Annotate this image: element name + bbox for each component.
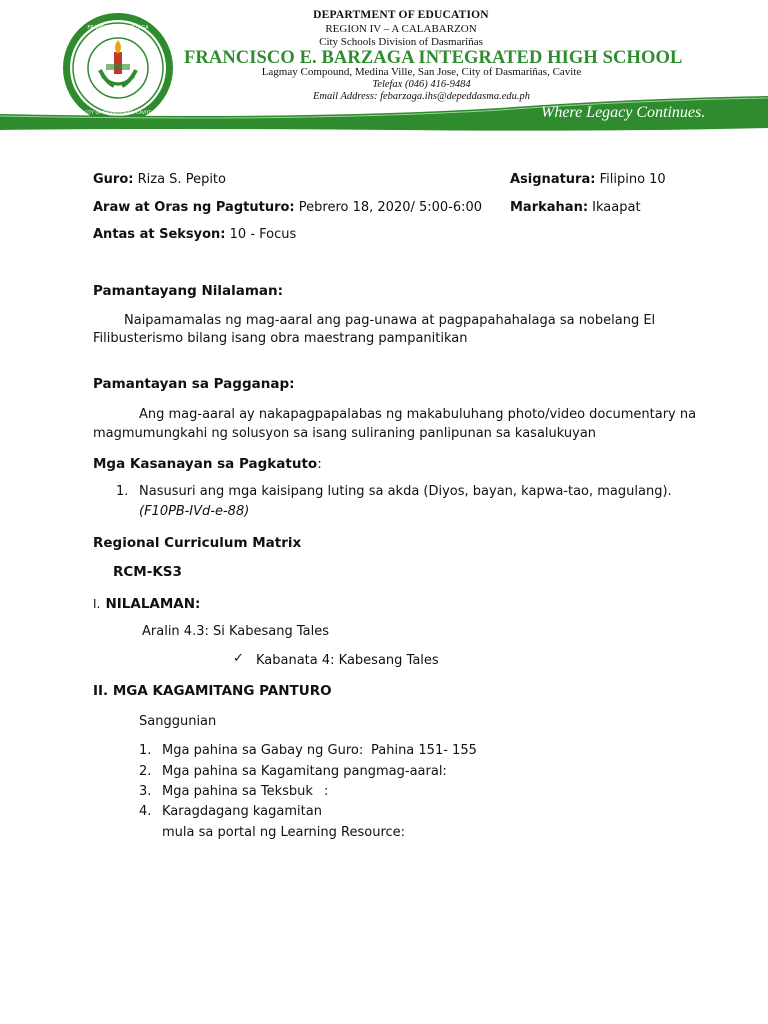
aralin-title: Aralin 4.3: Si Kabesang Tales	[142, 624, 329, 639]
markahan-row	[510, 199, 641, 217]
markahan-value: Ikaapat	[592, 200, 641, 215]
pamantayang-nilalaman-line1: Naipamamalas ng mag-aaral ang pag-unawa at pagpapahahalaga sa nobelang El	[124, 313, 656, 328]
kagamitan-heading: II. MGA KAGAMITANG PANTURO	[93, 683, 332, 699]
guro-label: Guro:	[93, 172, 134, 187]
svg-text:CITY OF DASMARIÑAS, CAVITE: CITY OF DASMARIÑAS, CAVITE	[84, 111, 152, 116]
department-name: DEPARTMENT OF EDUCATION	[313, 9, 489, 21]
kasanayan-heading: Mga Kasanayan sa Pagkatuto	[93, 456, 318, 472]
kagamitan-item-text: Karagdagang kagamitan	[162, 804, 322, 819]
nilalaman-heading: NILALAMAN:	[105, 596, 201, 612]
svg-text:FRANCISCO E. BARZAGA: FRANCISCO E. BARZAGA	[87, 25, 149, 31]
rcm-code: RCM-KS3	[113, 564, 182, 580]
antas-value: 10 - Focus	[229, 227, 297, 242]
pamantayang-nilalaman-line2: Filibusterismo bilang isang obra maestrang pampanitikan	[93, 331, 468, 346]
kasanayan-colon: :	[317, 456, 322, 472]
pamantayang-nilalaman-heading: Pamantayang Nilalaman:	[93, 283, 284, 299]
region-name: REGION IV – A CALABARZON	[325, 23, 477, 35]
kagamitan-item4-continuation: mula sa portal ng Learning Resource:	[162, 825, 406, 840]
school-address: Lagmay Compound, Medina Ville, San Jose, City of Dasmariñas, Cavite	[261, 66, 582, 78]
kagamitan-item-number: 3.	[139, 784, 152, 799]
araw-value: Pebrero 18, 2020/ 5:00-6:00	[298, 200, 483, 215]
kagamitan-item-text: Mga pahina sa Kagamitang pangmag-aaral:	[162, 764, 447, 779]
guro-value: Riza S. Pepito	[137, 172, 226, 187]
asignatura-label: Asignatura:	[510, 172, 596, 187]
nilalaman-heading-row	[93, 593, 200, 612]
kasanayan-heading-row	[93, 453, 322, 472]
pamantayan-pagganap-line2: magmumungkahi ng solusyon sa isang suliraning panlipunan sa kasalukuyan	[93, 426, 597, 441]
araw-label: Araw at Oras ng Pagtuturo:	[93, 200, 295, 215]
kasanayan-item-text: Nasusuri ang mga kaisipang luting sa akda (Diyos, bayan, kapwa-tao, magulang).	[139, 484, 672, 499]
araw-row	[93, 199, 482, 217]
kagamitan-item-text: Mga pahina sa Gabay ng Guro:	[162, 743, 364, 758]
kagamitan-item-number: 2.	[139, 764, 152, 779]
kagamitan-item-extra: :	[324, 784, 329, 799]
kagamitan-item-number: 1.	[139, 743, 152, 758]
kabanata-title: Kabanata 4: Kabesang Tales	[256, 653, 439, 668]
rcm-heading: Regional Curriculum Matrix	[93, 535, 302, 551]
pamantayan-pagganap-heading: Pamantayan sa Pagganap:	[93, 376, 295, 392]
markahan-label: Markahan:	[510, 200, 589, 215]
school-name: FRANCISCO E. BARZAGA INTEGRATED HIGH SCHOOL	[184, 48, 683, 68]
division-name: City Schools Division of Dasmariñas	[319, 36, 483, 48]
asignatura-row	[510, 171, 666, 189]
nilalaman-numeral: I.	[93, 597, 101, 611]
school-telefax: Telefax (046) 416-9484	[372, 79, 471, 90]
kasanayan-item-number: 1.	[116, 484, 129, 499]
kasanayan-item-code: (F10PB-IVd-e-88)	[139, 504, 250, 519]
antas-label: Antas at Seksyon:	[93, 227, 226, 242]
kagamitan-item-extra: Pahina 151- 155	[371, 743, 477, 758]
pamantayan-pagganap-line1: Ang mag-aaral ay nakapagpapalabas ng makabuluhang photo/video documentary na	[139, 407, 697, 422]
asignatura-value: Filipino 10	[599, 172, 666, 187]
kagamitan-item-number: 4.	[139, 804, 152, 819]
school-email: Email Address: febarzaga.ihs@depeddasma.edu.ph	[312, 91, 531, 102]
guro-row	[93, 171, 226, 189]
kagamitan-item-text: Mga pahina sa Teksbuk	[162, 784, 313, 799]
sanggunian-label: Sanggunian	[139, 714, 217, 729]
school-tagline: Where Legacy Continues.	[541, 104, 706, 121]
antas-row	[93, 226, 296, 244]
check-mark-icon: ✓	[233, 651, 244, 666]
